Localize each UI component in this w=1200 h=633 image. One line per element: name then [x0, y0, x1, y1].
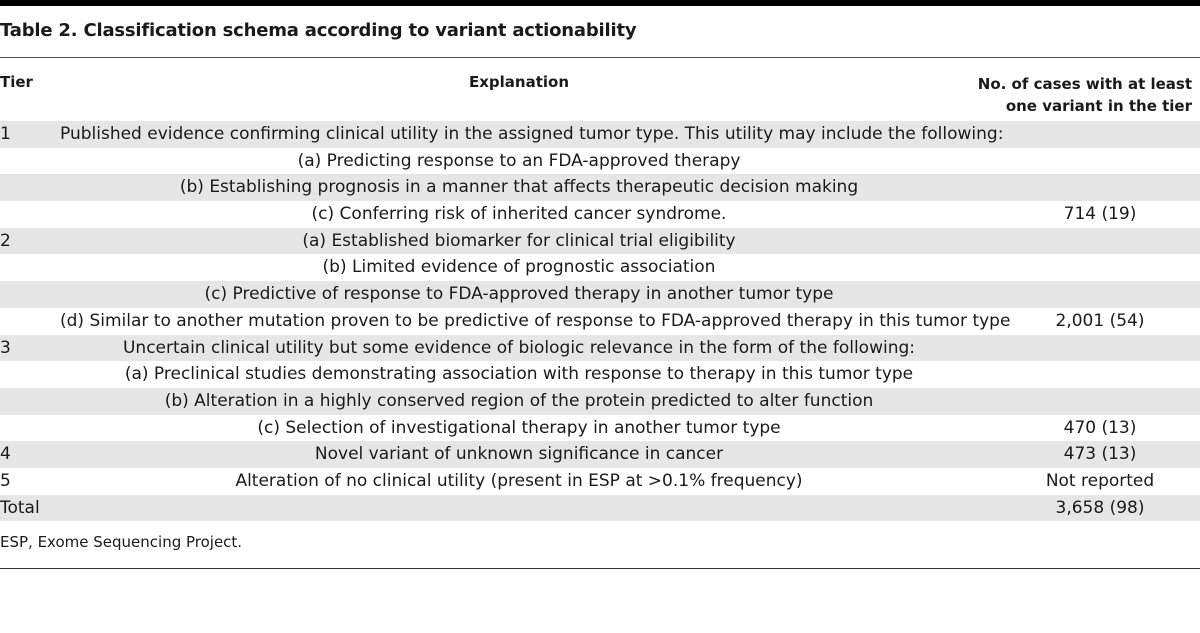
- table-row: [0, 228, 1200, 255]
- table-footnote: ESP, Exome Sequencing Project.: [0, 533, 243, 551]
- explanation-cell: (c) Predictive of response to FDA-approved therapy in another tumor type: [204, 284, 834, 305]
- bottom-rule: [0, 568, 1200, 569]
- table-caption: Table 2. Classification schema according to variant actionability: [0, 20, 637, 41]
- explanation-cell: Uncertain clinical utility but some evidence of biologic relevance in the form of the following:: [122, 337, 915, 358]
- explanation-cell: (b) Alteration in a highly conserved region of the protein predicted to alter function: [164, 390, 874, 411]
- explanation-cell: Novel variant of unknown significance in cancer: [314, 444, 724, 465]
- explanation-cell: (a) Predicting response to an FDA-approved therapy: [297, 150, 741, 171]
- tier-cell: 2: [0, 230, 11, 251]
- explanation-cell: Published evidence confirming clinical utility in the assigned tumor type. This utility may include the following:: [60, 124, 1004, 144]
- header-tier: Tier: [0, 73, 33, 91]
- table-row: [0, 174, 1200, 201]
- explanation-cell: (c) Conferring risk of inherited cancer syndrome.: [311, 204, 727, 225]
- explanation-cell: (a) Preclinical studies demonstrating association with response to therapy in this tumor type: [124, 364, 914, 385]
- top-rule: [0, 0, 1200, 6]
- cases-cell: 470 (13): [1063, 417, 1137, 438]
- cases-cell: 714 (19): [1063, 204, 1137, 225]
- cases-cell: Not reported: [1045, 470, 1155, 491]
- explanation-cell: (c) Selection of investigational therapy in another tumor type: [257, 417, 781, 438]
- tier-cell: 3: [0, 337, 11, 358]
- tier-cell: 4: [0, 444, 11, 465]
- table-row: [0, 254, 1200, 281]
- table-row: [0, 121, 1200, 148]
- table-row: [0, 468, 1200, 495]
- table-row: [0, 281, 1200, 308]
- explanation-cell: (a) Established biomarker for clinical trial eligibility: [302, 230, 736, 251]
- table-row: [0, 335, 1200, 362]
- header-explanation: Explanation: [468, 73, 570, 91]
- header-cases-line1: No. of cases with at least: [977, 75, 1192, 93]
- table-row: [0, 388, 1200, 415]
- tier-cell: 5: [0, 470, 11, 491]
- cases-cell: 473 (13): [1063, 444, 1137, 465]
- explanation-cell: (b) Limited evidence of prognostic association: [322, 257, 716, 278]
- cases-cell: 2,001 (54): [1055, 310, 1145, 331]
- explanation-cell: (b) Establishing prognosis in a manner that affects therapeutic decision making: [179, 177, 859, 198]
- table-row-total: [0, 495, 1200, 522]
- table-row: [0, 361, 1200, 388]
- table-row: [0, 148, 1200, 175]
- caption-rule: [0, 57, 1200, 58]
- table-row: [0, 308, 1200, 335]
- explanation-cell: Alteration of no clinical utility (present in ESP at >0.1% frequency): [235, 470, 803, 491]
- classification-table: [0, 121, 1200, 521]
- explanation-cell: (d) Similar to another mutation proven to be predictive of response to FDA-approved therapy in this tumor type: [60, 310, 1011, 331]
- tier-cell: 1: [0, 124, 11, 144]
- table-row: [0, 201, 1200, 228]
- table-row: [0, 415, 1200, 442]
- header-cases-line2: one variant in the tier: [1005, 97, 1192, 115]
- tier-cell: Total: [0, 497, 40, 518]
- cases-cell: 3,658 (98): [1055, 497, 1145, 518]
- table-row: [0, 441, 1200, 468]
